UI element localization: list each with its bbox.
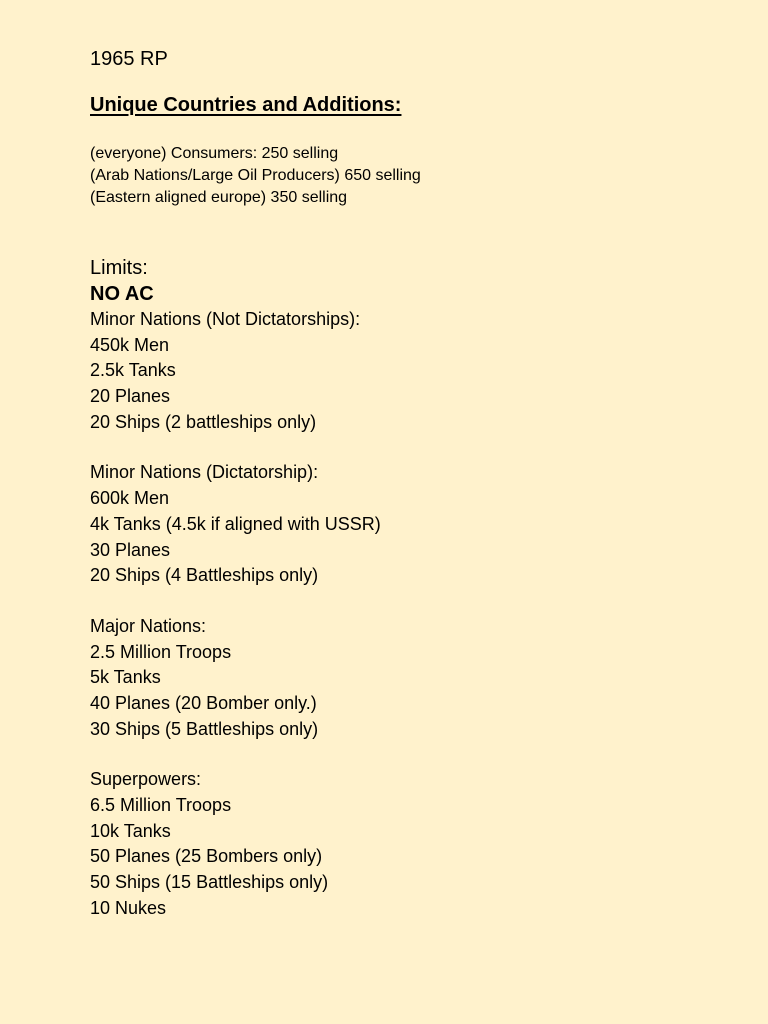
limit-line: 5k Tanks [90,667,161,688]
document-title: 1965 RP [90,48,168,70]
selling-line-eastern-europe: (Eastern aligned europe) 350 selling [90,189,348,206]
group-title: Minor Nations (Not Dictatorships): [90,309,361,329]
limit-line: 50 Ships (15 Battleships only) [90,872,329,893]
selling-list [90,143,421,209]
limit-line: 450k Men [90,334,170,355]
group-lines [90,486,381,589]
group-lines [90,640,381,743]
section-heading: Unique Countries and Additions: [90,94,402,116]
limits-label: Limits: [90,257,148,279]
limit-line: 4k Tanks (4.5k if aligned with USSR) [90,513,381,534]
selling-line-arab-nations: (Arab Nations/Large Oil Producers) 650 selling [90,167,421,184]
limits-group-minor-non-dictatorship [90,307,381,435]
limit-line: 20 Ships (2 battleships only) [90,411,317,432]
no-ac-label: NO AC [90,283,154,305]
limit-line: 20 Planes [90,386,171,407]
limit-line: 30 Ships (5 Battleships only) [90,718,319,739]
group-lines [90,793,381,921]
limit-line: 10k Tanks [90,820,171,841]
limit-line: 40 Planes (20 Bomber only.) [90,692,317,713]
selling-line-everyone: (everyone) Consumers: 250 selling [90,145,339,162]
limit-line: 50 Planes (25 Bombers only) [90,846,323,867]
limit-line: 2.5k Tanks [90,360,176,381]
limit-line: 2.5 Million Troops [90,641,232,662]
limit-line: 10 Nukes [90,897,167,918]
group-title: Minor Nations (Dictatorship): [90,462,319,483]
limits-group-minor-dictatorship [90,460,381,588]
limit-line: 30 Planes [90,539,171,560]
group-lines [90,333,381,436]
group-title: Superpowers: [90,769,202,790]
group-title: Major Nations: [90,615,207,636]
limit-line: 20 Ships (4 Battleships only) [90,565,319,586]
limits-group-superpowers [90,767,381,921]
limits-section [90,255,381,921]
limit-line: 6.5 Million Troops [90,795,232,815]
limits-group-major-nations [90,614,381,742]
limit-line: 600k Men [90,488,170,509]
